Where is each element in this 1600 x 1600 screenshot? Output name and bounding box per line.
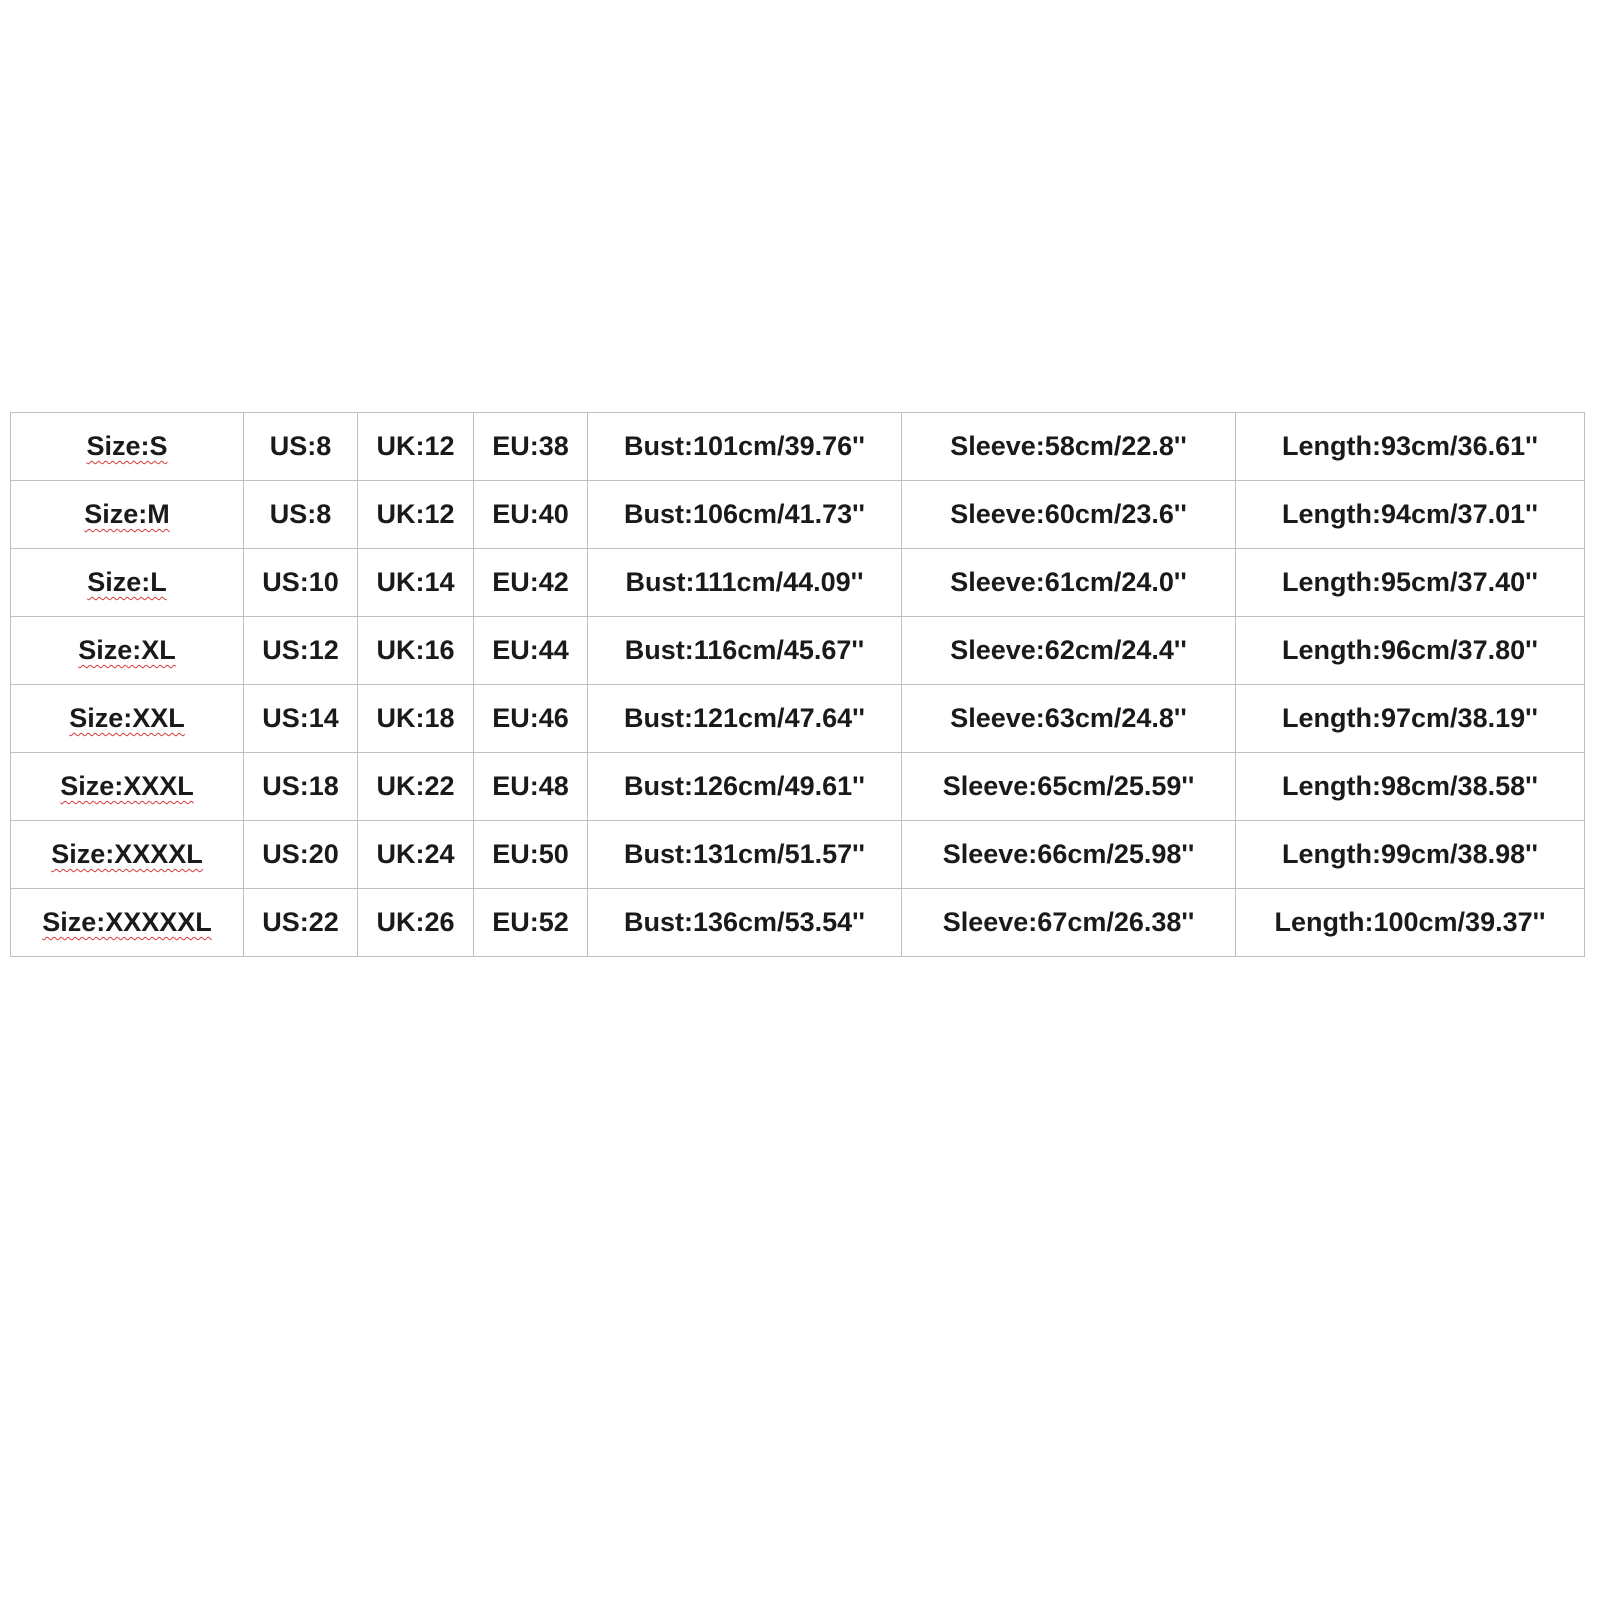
size-cell [11,889,244,957]
uk-size-cell: UK:22 [358,753,474,821]
eu-size-cell: EU:44 [474,617,588,685]
table-row [11,617,1585,685]
sleeve-cell: Sleeve:63cm/24.8'' [902,685,1236,753]
size-label: Size:XXXXXL [42,907,212,937]
eu-size-cell: EU:38 [474,413,588,481]
size-chart-table [10,412,1585,957]
eu-size-cell: EU:52 [474,889,588,957]
bust-cell: Bust:136cm/53.54'' [588,889,902,957]
uk-size-cell: UK:12 [358,481,474,549]
size-cell [11,753,244,821]
sleeve-cell: Sleeve:67cm/26.38'' [902,889,1236,957]
length-cell: Length:93cm/36.61'' [1236,413,1585,481]
length-cell: Length:98cm/38.58'' [1236,753,1585,821]
table-row [11,821,1585,889]
bust-cell: Bust:116cm/45.67'' [588,617,902,685]
us-size-cell: US:8 [244,413,358,481]
bust-cell: Bust:131cm/51.57'' [588,821,902,889]
sleeve-cell: Sleeve:61cm/24.0'' [902,549,1236,617]
table-row [11,753,1585,821]
size-label: Size:XXXXL [51,839,203,869]
sleeve-cell: Sleeve:65cm/25.59'' [902,753,1236,821]
length-cell: Length:95cm/37.40'' [1236,549,1585,617]
uk-size-cell: UK:12 [358,413,474,481]
uk-size-cell: UK:14 [358,549,474,617]
size-cell [11,413,244,481]
size-label: Size:XXL [69,703,185,733]
table-row [11,889,1585,957]
sleeve-cell: Sleeve:58cm/22.8'' [902,413,1236,481]
size-label: Size:XXXL [60,771,194,801]
bust-cell: Bust:101cm/39.76'' [588,413,902,481]
eu-size-cell: EU:42 [474,549,588,617]
uk-size-cell: UK:26 [358,889,474,957]
us-size-cell: US:14 [244,685,358,753]
size-label: Size:S [86,431,168,461]
us-size-cell: US:10 [244,549,358,617]
eu-size-cell: EU:40 [474,481,588,549]
size-cell [11,549,244,617]
size-label: Size:XL [78,635,176,665]
us-size-cell: US:8 [244,481,358,549]
size-cell [11,617,244,685]
table-row [11,685,1585,753]
size-cell [11,685,244,753]
us-size-cell: US:18 [244,753,358,821]
table-row [11,413,1585,481]
bust-cell: Bust:126cm/49.61'' [588,753,902,821]
uk-size-cell: UK:24 [358,821,474,889]
length-cell: Length:97cm/38.19'' [1236,685,1585,753]
us-size-cell: US:12 [244,617,358,685]
size-label: Size:M [84,499,170,529]
eu-size-cell: EU:50 [474,821,588,889]
eu-size-cell: EU:46 [474,685,588,753]
size-label: Size:L [87,567,167,597]
size-cell [11,821,244,889]
eu-size-cell: EU:48 [474,753,588,821]
us-size-cell: US:22 [244,889,358,957]
length-cell: Length:100cm/39.37'' [1236,889,1585,957]
length-cell: Length:99cm/38.98'' [1236,821,1585,889]
sleeve-cell: Sleeve:66cm/25.98'' [902,821,1236,889]
uk-size-cell: UK:18 [358,685,474,753]
table-row [11,549,1585,617]
bust-cell: Bust:121cm/47.64'' [588,685,902,753]
sleeve-cell: Sleeve:60cm/23.6'' [902,481,1236,549]
us-size-cell: US:20 [244,821,358,889]
bust-cell: Bust:106cm/41.73'' [588,481,902,549]
bust-cell: Bust:111cm/44.09'' [588,549,902,617]
table-row [11,481,1585,549]
length-cell: Length:94cm/37.01'' [1236,481,1585,549]
length-cell: Length:96cm/37.80'' [1236,617,1585,685]
size-cell [11,481,244,549]
uk-size-cell: UK:16 [358,617,474,685]
sleeve-cell: Sleeve:62cm/24.4'' [902,617,1236,685]
